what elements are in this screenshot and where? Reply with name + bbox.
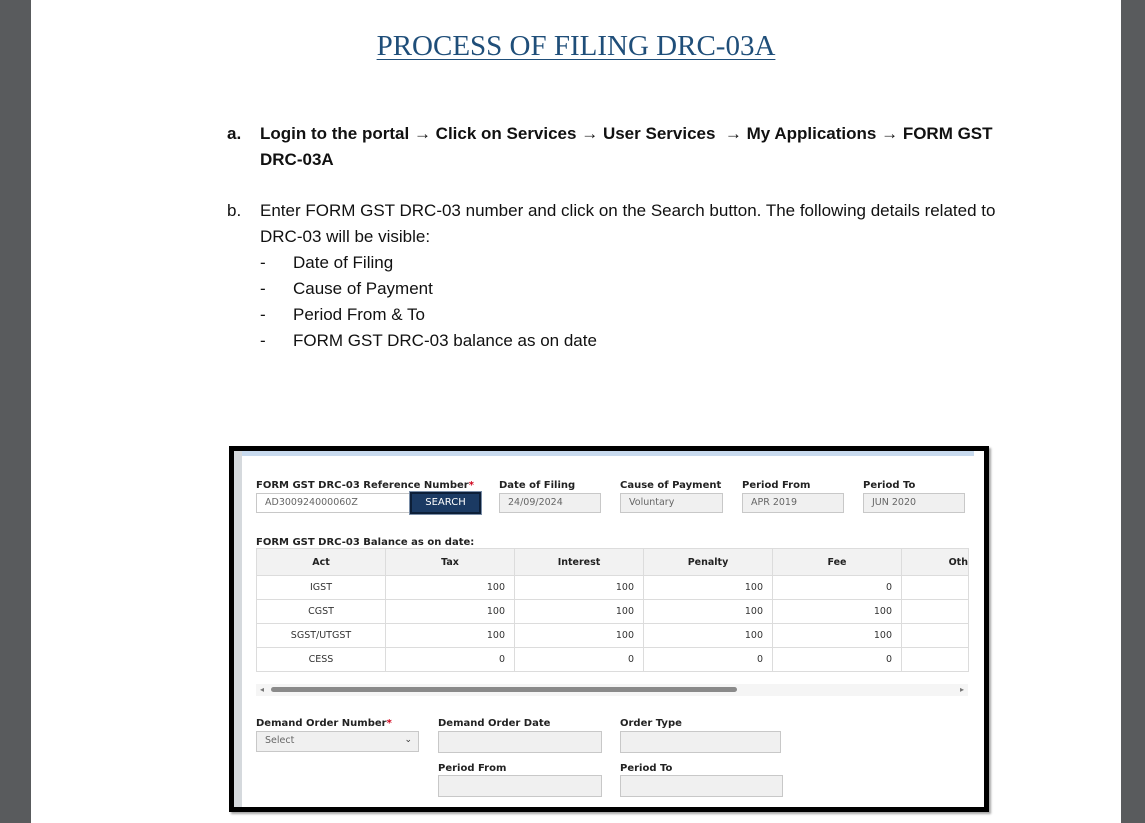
ref-number-label: FORM GST DRC-03 Reference Number*	[256, 480, 474, 491]
table-row	[257, 600, 969, 624]
cell-other	[902, 600, 969, 624]
cell-other	[902, 624, 969, 648]
demand-order-number-label: Demand Order Number*	[256, 718, 392, 729]
cause-of-payment-field: Voluntary	[620, 493, 723, 513]
arrow-icon: →	[881, 124, 899, 143]
cell-tax: 100	[386, 624, 515, 648]
arrow-icon: →	[581, 124, 599, 143]
cell-penalty: 100	[644, 576, 773, 600]
cell-fee: 100	[773, 624, 902, 648]
scroll-left-icon[interactable]: ◂	[260, 685, 265, 694]
horizontal-scrollbar[interactable]	[256, 684, 968, 696]
step-a	[227, 121, 997, 173]
period-from-field: APR 2019	[742, 493, 844, 513]
bullet-text: Date of Filing	[293, 253, 394, 272]
demand-order-date-field	[438, 731, 602, 753]
cell-penalty: 100	[644, 600, 773, 624]
balance-label: FORM GST DRC-03 Balance as on date:	[256, 537, 475, 548]
period-to-label: Period To	[863, 480, 916, 491]
dash: -	[260, 305, 266, 324]
col-penalty: Penalty	[644, 549, 773, 576]
cell-tax: 100	[386, 576, 515, 600]
step-b-body	[260, 198, 1000, 354]
step-a-text	[260, 121, 1000, 173]
step-b-marker: b.	[227, 201, 242, 220]
cause-of-payment-label: Cause of Payment	[620, 480, 722, 491]
col-act: Act	[257, 549, 386, 576]
dash: -	[260, 331, 266, 350]
cell-penalty: 0	[644, 648, 773, 672]
chevron-down-icon: ⌄	[404, 735, 412, 745]
table-row	[257, 624, 969, 648]
cell-act: IGST	[257, 576, 386, 600]
document-page	[31, 0, 1121, 823]
demand-order-date-label: Demand Order Date	[438, 718, 551, 729]
table-row	[257, 648, 969, 672]
cell-fee: 0	[773, 576, 902, 600]
period-to-field: JUN 2020	[863, 493, 965, 513]
search-button[interactable]: SEARCH	[410, 492, 481, 514]
col-tax: Tax	[386, 549, 515, 576]
cell-act: SGST/UTGST	[257, 624, 386, 648]
cell-interest: 100	[515, 600, 644, 624]
date-of-filing-field: 24/09/2024	[499, 493, 601, 513]
cell-other	[902, 648, 969, 672]
date-of-filing-label: Date of Filing	[499, 480, 576, 491]
cell-fee: 100	[773, 600, 902, 624]
list-item	[260, 328, 1000, 354]
nav-my-applications: My Applications	[746, 124, 877, 143]
table-header-row	[257, 549, 969, 576]
demand-order-select[interactable]	[256, 731, 419, 752]
lower-period-to-field	[620, 775, 783, 797]
cell-other	[902, 576, 969, 600]
scroll-thumb[interactable]	[271, 687, 737, 692]
cell-tax: 100	[386, 600, 515, 624]
list-item	[260, 250, 1000, 276]
left-bar	[234, 451, 242, 807]
period-from-label: Period From	[742, 480, 811, 491]
col-fee: Fee	[773, 549, 902, 576]
lower-period-to-label: Period To	[620, 763, 673, 774]
nav-form-drc03a: FORM GST DRC-03A	[260, 124, 993, 169]
step-b	[227, 198, 997, 358]
scroll-right-icon[interactable]: ▸	[959, 685, 964, 694]
cell-interest: 100	[515, 576, 644, 600]
table-row	[257, 576, 969, 600]
col-other: Oth	[902, 549, 969, 576]
cell-penalty: 100	[644, 624, 773, 648]
step-a-marker: a.	[227, 124, 242, 143]
lower-period-from-label: Period From	[438, 763, 507, 774]
cell-tax: 0	[386, 648, 515, 672]
list-item	[260, 302, 1000, 328]
dash: -	[260, 253, 266, 272]
list-item	[260, 276, 1000, 302]
top-strip	[242, 451, 974, 456]
balance-table	[256, 548, 969, 672]
cell-act: CESS	[257, 648, 386, 672]
document-title: PROCESS OF FILING DRC-03A	[376, 30, 776, 62]
ref-number-input[interactable]: AD300924000060Z	[256, 493, 410, 513]
portal-screenshot	[229, 446, 989, 812]
dash: -	[260, 279, 266, 298]
cell-fee: 0	[773, 648, 902, 672]
lower-period-from-field	[438, 775, 602, 797]
order-type-field	[620, 731, 781, 753]
details-list	[260, 250, 1000, 354]
nav-user-services: User Services	[602, 124, 716, 143]
bullet-text: Cause of Payment	[293, 279, 433, 298]
order-type-label: Order Type	[620, 718, 682, 729]
cell-interest: 100	[515, 624, 644, 648]
bullet-text: FORM GST DRC-03 balance as on date	[293, 331, 597, 350]
cell-act: CGST	[257, 600, 386, 624]
arrow-icon: →	[724, 124, 742, 143]
cell-interest: 0	[515, 648, 644, 672]
nav-login: Login to the portal	[260, 124, 410, 143]
step-b-text: Enter FORM GST DRC-03 number and click on the Search button. The following details related to DRC-03 will be visible:	[260, 201, 996, 246]
arrow-icon: →	[413, 124, 431, 143]
select-value: Select	[265, 735, 295, 746]
bullet-text: Period From & To	[293, 305, 425, 324]
col-interest: Interest	[515, 549, 644, 576]
nav-services: Click on Services	[435, 124, 577, 143]
